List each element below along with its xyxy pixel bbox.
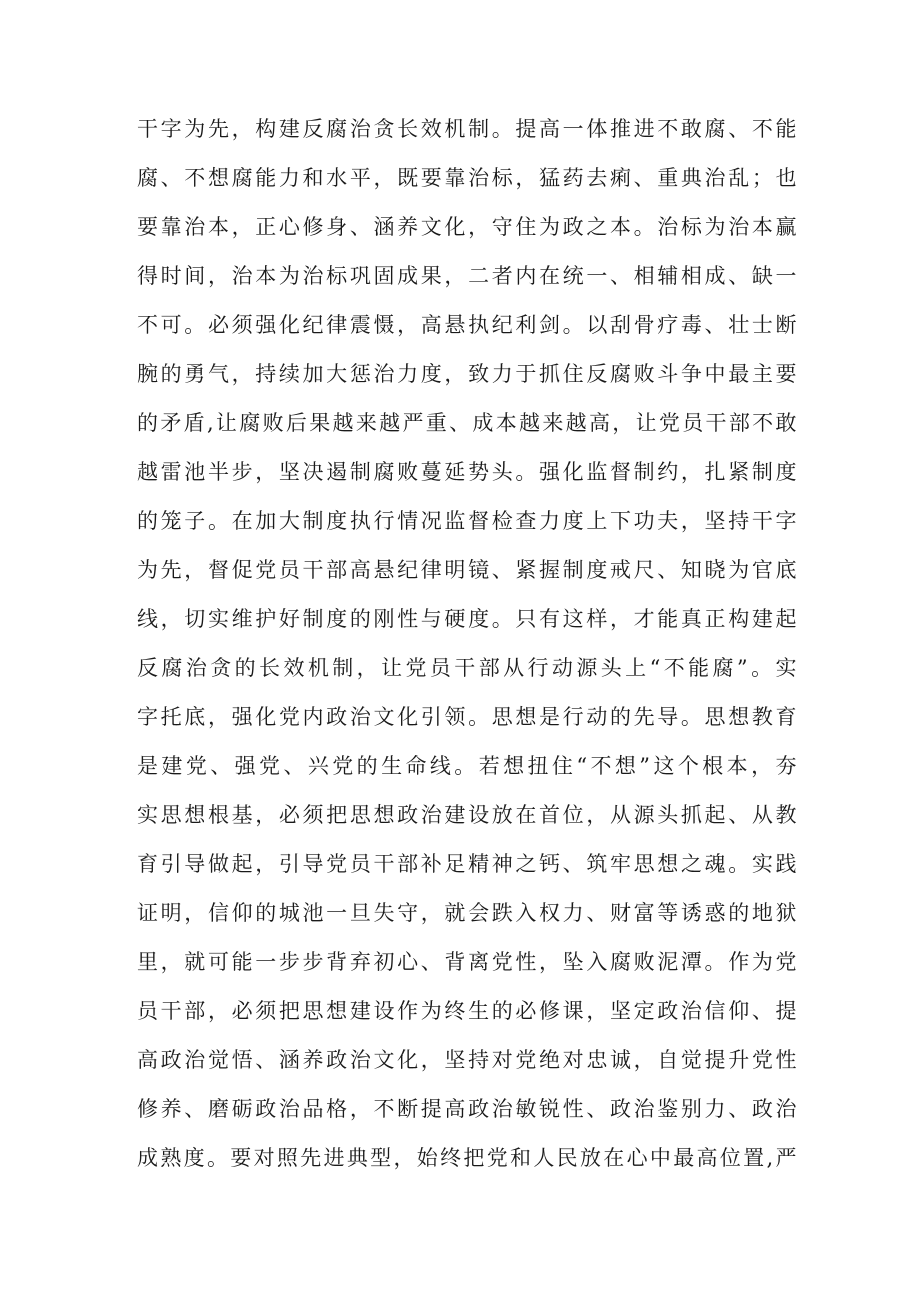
text-line: 反腐治贪的长效机制，让党员干部从行动源头上“不能腐”。实	[137, 656, 797, 680]
text-line: 得时间，治本为治标巩固成果，二者内在统一、相辅相成、缺一	[137, 264, 797, 288]
text-line: 员干部，必须把思想建设作为终生的必修课，坚定政治信仰、提	[137, 999, 797, 1023]
text-line: 实思想根基，必须把思想政治建设放在首位，从源头抓起、从教	[137, 803, 797, 827]
text-line: 不可。必须强化纪律震慑，高悬执纪利剑。以刮骨疗毒、壮士断	[137, 313, 797, 337]
text-line: 育引导做起，引导党员干部补足精神之钙、筑牢思想之魂。实践	[137, 852, 797, 876]
text-line: 干字为先，构建反腐治贪长效机制。提高一体推进不敢腐、不能	[137, 117, 797, 141]
text-line: 越雷池半步，坚决遏制腐败蔓延势头。强化监督制约，扎紧制度	[137, 460, 797, 484]
text-line: 腕的勇气，持续加大惩治力度，致力于抓住反腐败斗争中最主要	[137, 362, 797, 386]
text-line: 的矛盾,让腐败后果越来越严重、成本越来越高，让党员干部不敢	[137, 411, 797, 435]
text-line: 要靠治本，正心修身、涵养文化，守住为政之本。治标为治本赢	[137, 215, 797, 239]
text-line: 证明，信仰的城池一旦失守，就会跌入权力、财富等诱惑的地狱	[137, 901, 797, 925]
text-line: 修养、磨砺政治品格，不断提高政治敏锐性、政治鉴别力、政治	[137, 1097, 797, 1121]
text-line: 是建党、强党、兴党的生命线。若想扭住“不想”这个根本，夯	[137, 754, 797, 778]
text-line: 字托底，强化党内政治文化引领。思想是行动的先导。思想教育	[137, 705, 797, 729]
text-line: 腐、不想腐能力和水平，既要靠治标，猛药去痢、重典治乱；也	[137, 166, 797, 190]
text-line: 成熟度。要对照先进典型，始终把党和人民放在心中最高位置,严	[137, 1146, 797, 1170]
text-line: 为先，督促党员干部高悬纪律明镜、紧握制度戒尺、知晓为官底	[137, 558, 797, 582]
text-line: 高政治觉悟、涵养政治文化，坚持对党绝对忠诚，自觉提升党性	[137, 1048, 797, 1072]
body-paragraph	[137, 105, 797, 1183]
text-line: 的笼子。在加大制度执行情况监督检查力度上下功夫，坚持干字	[137, 509, 797, 533]
text-line: 线，切实维护好制度的刚性与硬度。只有这样，才能真正构建起	[137, 607, 797, 631]
text-line: 里，就可能一步步背弃初心、背离党性，坠入腐败泥潭。作为党	[137, 950, 797, 974]
